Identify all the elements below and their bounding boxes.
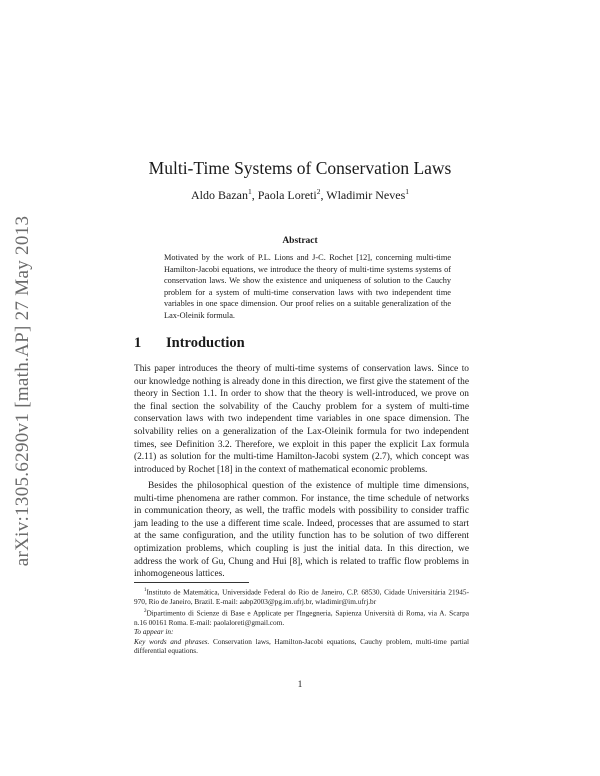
author-affiliation-mark: 2 — [316, 187, 321, 196]
paper-title: Multi-Time Systems of Conservation Laws — [148, 158, 452, 178]
footnote-2 — [134, 607, 469, 628]
author-name: Wladimir Neves — [326, 188, 406, 202]
section-title: Introduction — [166, 335, 245, 351]
author-list — [0, 187, 600, 203]
abstract-text: Motivated by the work of P.L. Lions and J-C. Rochet [12], concerning multi-time Hamilton-Jacobi equations, we introduce the theory of multi-time systems systems of conservation laws. We show the existence and uniqueness of solution to the Cauchy problem for a system of multi-time conservation laws with two independent time variables in one space dimension. Our proof relies on a suitable generalization of the Lax-Oleinik formula. — [164, 253, 451, 320]
footnote-mark: 2 — [144, 608, 147, 614]
author-affiliation-mark: 1 — [247, 187, 252, 196]
author-affiliation-mark: 1 — [405, 187, 409, 196]
footnote-2-text: Dipartimento di Scienze di Base e Applicate per l'Ingegneria, Sapienza Università di Roma, via A. Scarpa n.16 00161 Roma. E-mail: paolaloreti@gmail.com. — [134, 608, 469, 627]
to-appear-label: To appear in: — [134, 627, 174, 637]
keywords-text: Conservation laws, Hamilton-Jacobi equations, Cauchy problem, multi-time partial differential equations. — [134, 636, 469, 656]
page-number: 1 — [297, 680, 303, 690]
footnote-1 — [134, 586, 469, 607]
footnotes — [134, 586, 469, 656]
intro-paragraph-2: Besides the philosophical question of the existence of multiple time dimensions, multi-time phenomena are rather common. For instance, the time schedule of networks in communication theory, as well, the traffic models with possibility to consider traffic jam leading to the use a different time scale. Indeed, processes that are assumed to start at the same configuration, and the utility function has to be solution of two different optimization problems, which coupling is just the initial data. In this direction, we address the work of Gu, Chung and Hui [8], which is related to traffic flow problems in inhomogeneous lattices. — [134, 481, 469, 580]
abstract-heading: Abstract — [282, 236, 318, 246]
to-appear-note — [134, 627, 469, 637]
section-heading — [134, 335, 245, 352]
footnote-1-text: Instituto de Matemática, Universidade Federal do Rio de Janeiro, C.P. 68530, Cidade Universitária 21945-970, Rio de Janeiro, Brazil. E-mail: aabp2003@pg.im.ufrj.br, wladimir@im.ufrj.br — [134, 587, 469, 607]
arxiv-identifier: arXiv:1305.6290v1 [math.AP] 27 May 2013 — [12, 215, 33, 567]
section-number: 1 — [134, 335, 142, 351]
footnote-rule — [134, 582, 249, 583]
intro-paragraph-1: This paper introduces the theory of multi-time systems of conservation laws. Since to our knowledge nothing is already done in this direction, we first give the statement of the theory in Section 1.1. In order to show that the theory is well-introduced, we prove on the final section the solvability of the Cauchy problem for a system of multi-time conservation laws with two independent time variables in one space dimension. The solvability relies on a generalization of the Lax-Oleinik formula for two independent times, see Definition 3.2. Therefore, we exploit in this paper the explicit Lax formula (2.11) as solution for the multi-time Hamilton-Jacobi system (2.7), which concept was introduced by Rochet [18] in the context of mathematical economic problems. — [134, 364, 469, 475]
author-separator: , — [320, 188, 327, 202]
footnote-mark: 1 — [144, 588, 147, 593]
author-name: Aldo Bazan — [191, 188, 248, 202]
author-separator: , — [251, 188, 258, 202]
keywords-label: Key words and phrases. — [134, 636, 210, 646]
keywords-note — [134, 637, 469, 656]
author-name: Paola Loreti — [257, 188, 317, 202]
